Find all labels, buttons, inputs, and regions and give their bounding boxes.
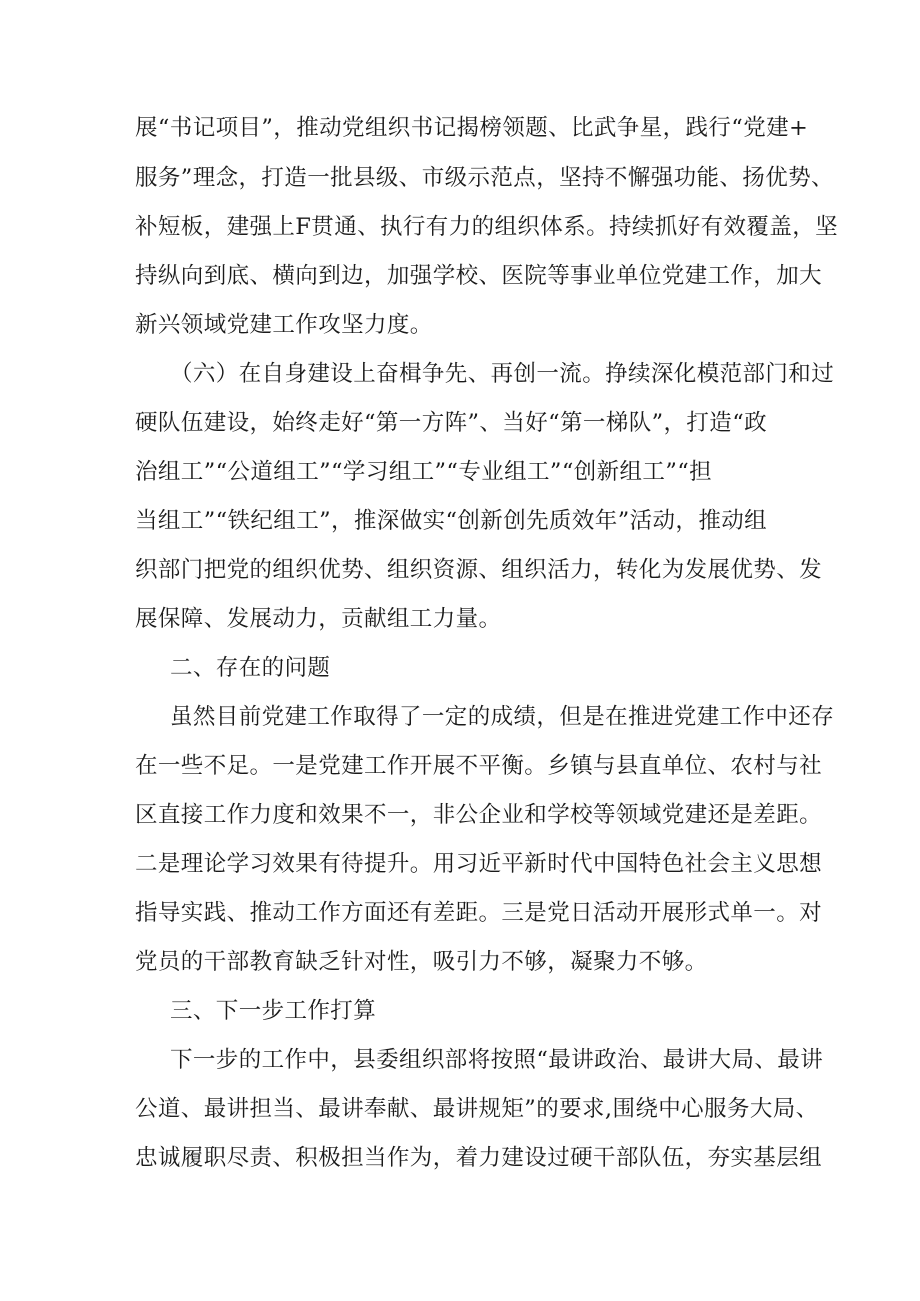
paragraph-line: 持纵向到底、横向到边，加强学校、医院等事业单位党建工作，加大 (135, 263, 823, 289)
paragraph-line: 虽然目前党建工作取得了一定的成绩，但是在推进党建工作中还存 (170, 704, 835, 730)
paragraph-line: 指导实践、推动工作方面还有差距。三是党日活动开展形式单一。对 (135, 900, 823, 926)
paragraph-line: 硬队伍建设，始终走好“第一方阵”、当好“第一梯队”，打造“政 (135, 410, 768, 436)
paragraph-line: 当组工”“铁纪组工”，推深做实“创新创先质效年”活动，推动组 (135, 508, 768, 534)
paragraph-line: （六）在自身建设上奋楫争先、再创一流。挣续深化模范部门和过 (170, 361, 835, 387)
paragraph-line: 补短板，建强上F贯通、执行有力的组织体系。持续抓好有效覆盖，坚 (135, 214, 839, 240)
paragraph-line: 新兴领域党建工作攻坚力度。 (135, 312, 433, 338)
paragraph-line: 忠诚履职尽责、积极担当作为，着力建设过硬干部队伍，夯实基层组 (135, 1145, 823, 1171)
section-heading: 三、下一步工作打算 (170, 998, 377, 1024)
paragraph-line: 治组工”“公道组工”“学习组工”“专业组工”“创新组工”“担 (135, 459, 713, 485)
section-heading: 二、存在的问题 (170, 655, 331, 681)
paragraph-line: 党员的干部教育缺乏针对性，吸引力不够，凝聚力不够。 (135, 949, 708, 975)
paragraph-line: 在一些不足。一是党建工作开展不平衡。乡镇与县直单位、农村与社 (135, 753, 823, 779)
paragraph-line: 织部门把党的组织优势、组织资源、组织活力，转化为发展优势、发 (135, 557, 823, 583)
paragraph-line: 公道、最讲担当、最讲奉献、最讲规矩”的要求,围绕中心服务大局、 (135, 1096, 819, 1122)
paragraph-line: 下一步的工作中，县委组织部将按照“最讲政治、最讲大局、最讲 (170, 1047, 824, 1073)
paragraph-line: 区直接工作力度和效果不一，非公企业和学校等领域党建还是差距。 (135, 802, 823, 828)
paragraph-line: 服务”理念，打造一批县级、市级示范点，坚持不懈强功能、扬优势、 (135, 165, 834, 191)
paragraph-line: 展“书记项目”，推动党组织书记揭榜领题、比武争星，践行“党建+ (135, 115, 809, 141)
paragraph-line: 展保障、发展动力，贡献组工力量。 (135, 606, 502, 632)
paragraph-line: 二是理论学习效果有待提升。用习近平新时代中国特色社会主义思想 (135, 851, 823, 877)
